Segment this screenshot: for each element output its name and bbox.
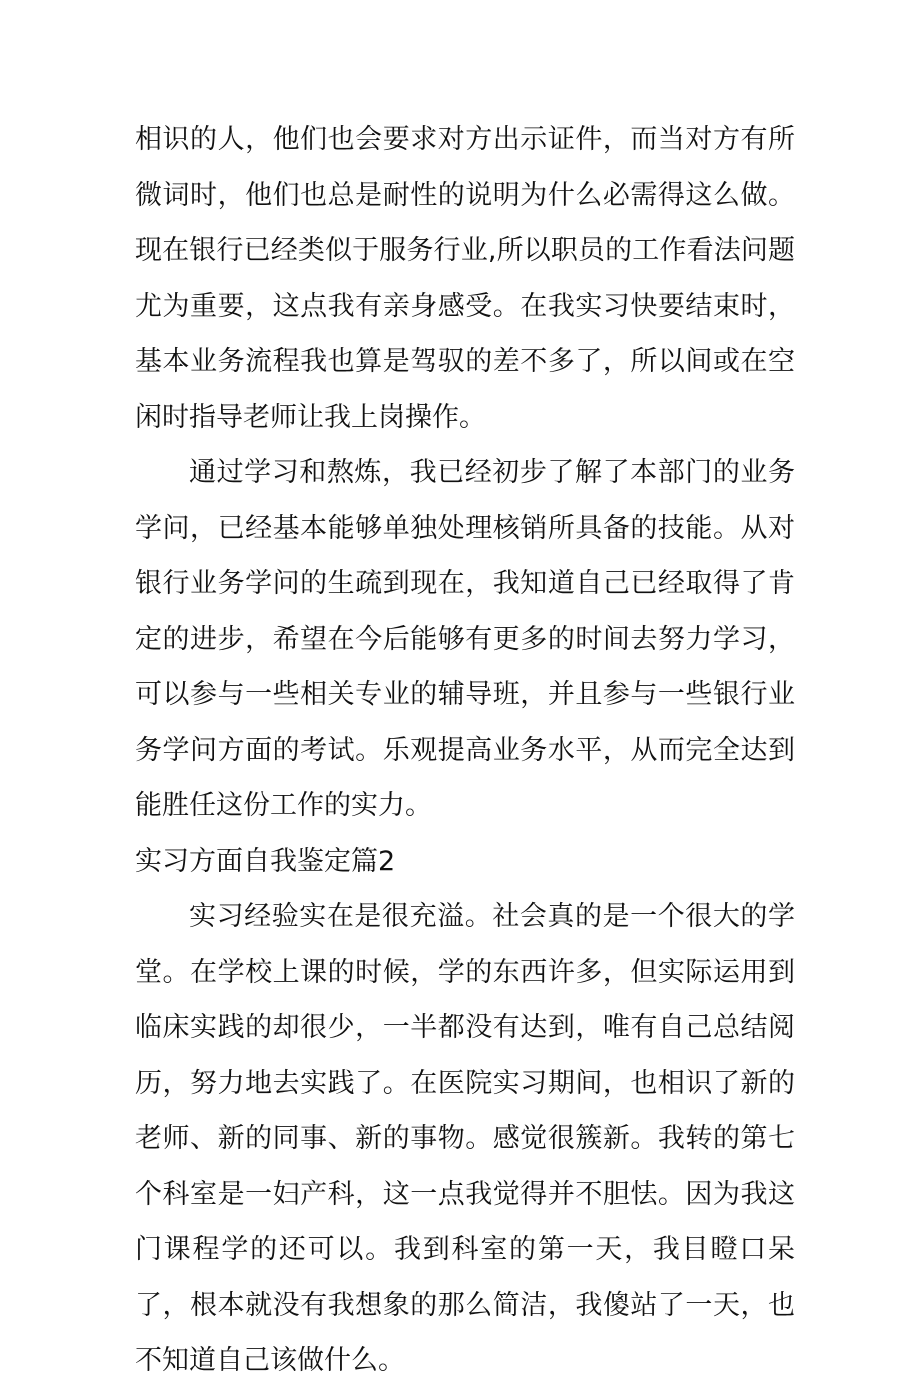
paragraph-continuation: 相识的人，他们也会要求对方出示证件，而当对方有所微词时，他们也总是耐性的说明为什么必需得这么做。现在银行已经类似于服务行业,所以职员的工作看法问题尤为重要，这点我有亲身感受。在我实习快要结束时，基本业务流程我也算是驾驭的差不多了，所以间或在空闲时指导老师让我上岗操作。	[135, 124, 795, 433]
section-heading: 实习方面自我鉴定篇2	[135, 845, 396, 877]
paragraph-hospital-internship: 实习经验实在是很充溢。社会真的是一个很大的学堂。在学校上课的时候，学的东西许多，但实际运用到临床实践的却很少，一半都没有达到，唯有自己总结阅历，努力地去实践了。在医院实习期间，也相识了新的老师、新的同事、新的事物。感觉很簇新。我转的第七个科室是一妇产科，这一点我觉得并不胆怯。因为我这门课程学的还可以。我到科室的第一天，我目瞪口呆了，根本就没有我想象的那么简洁，我傻站了一天，也不知道自己该做什么。	[135, 901, 795, 1376]
document-body	[135, 112, 795, 1389]
paragraph-learning-progress: 通过学习和熬炼，我已经初步了解了本部门的业务学问，已经基本能够单独处理核销所具备的技能。从对银行业务学问的生疏到现在，我知道自己已经取得了肯定的进步，希望在今后能够有更多的时间去努力学习，可以参与一些相关专业的辅导班，并且参与一些银行业务学问方面的考试。乐观提高业务水平，从而完全达到能胜任这份工作的实力。	[135, 457, 795, 821]
